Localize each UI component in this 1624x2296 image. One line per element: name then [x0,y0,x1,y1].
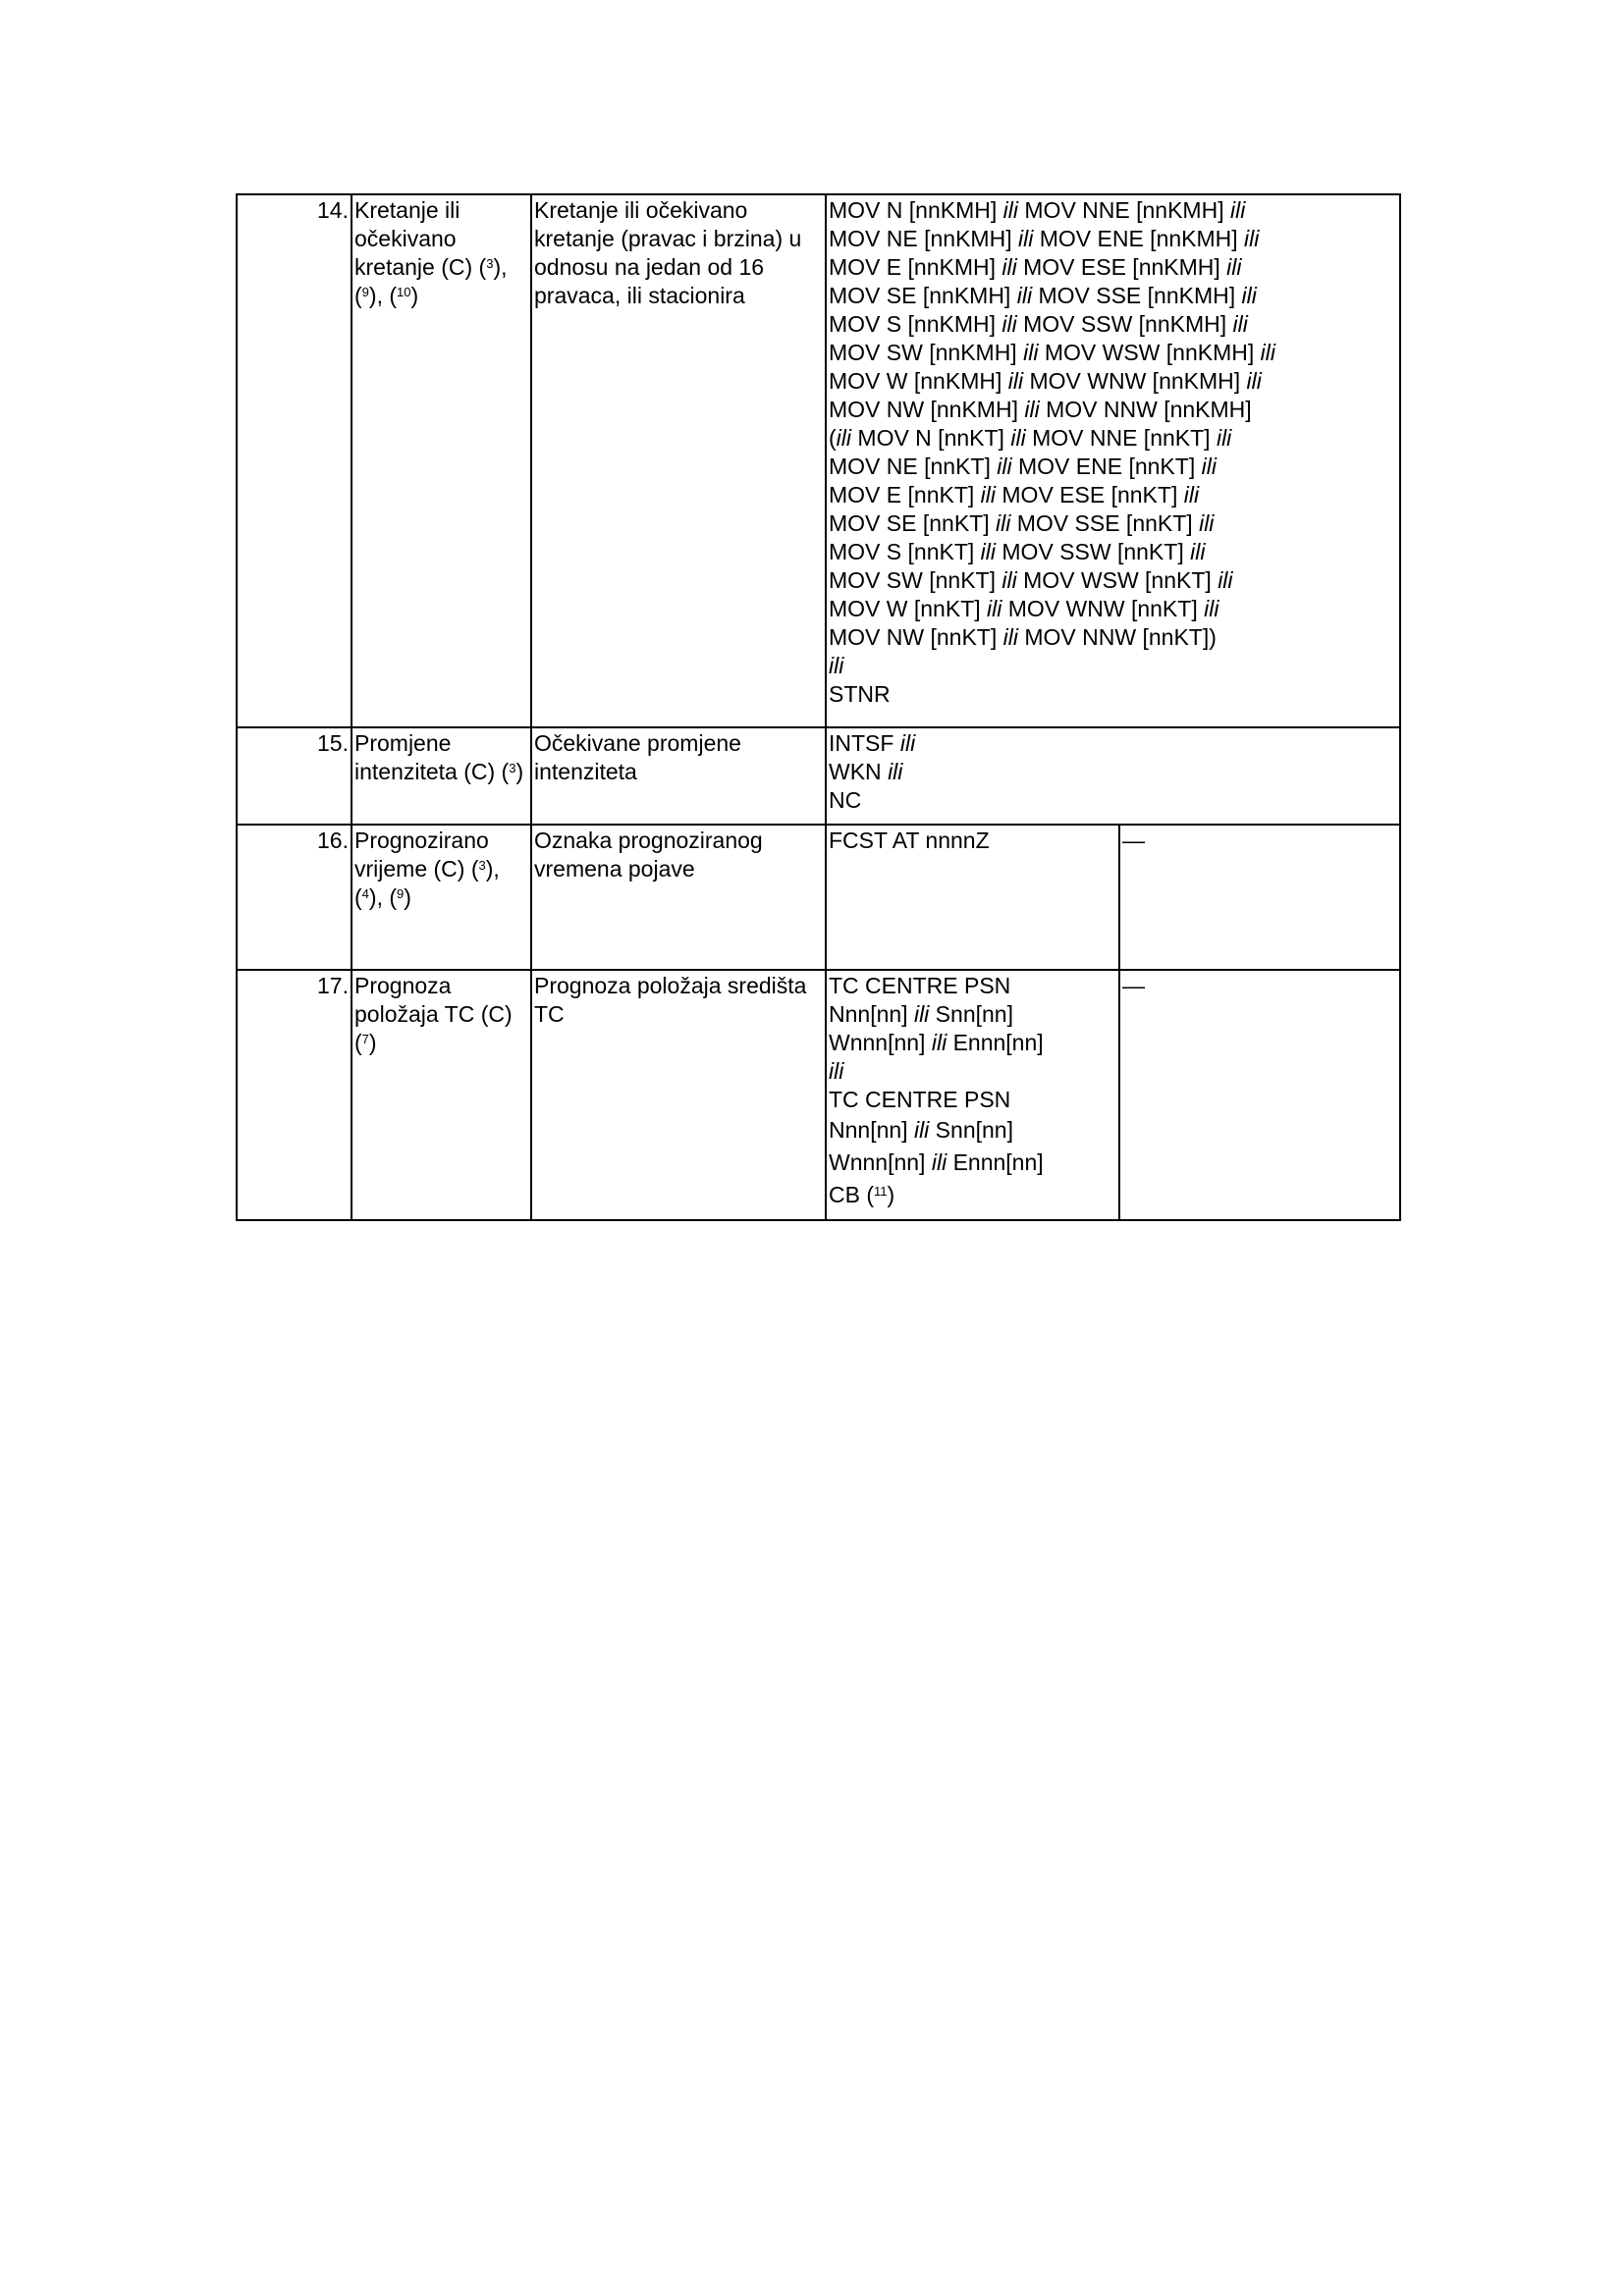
element-cell [352,970,531,1220]
element-text-part: Kretanje ili očekivano kretanje (C) ($^3$), ($^9$), ($^{10}$) [354,197,508,308]
row-number: 15. [237,727,352,825]
template-line: MOV S [nnKMH] ili MOV SSW [nnKMH] ili [829,311,1248,337]
element-text-part: Prognozirano vrijeme (C) ($^3$), ($^4$), ($^9$) [354,828,500,910]
template-line: MOV NW [nnKT] ili MOV NNW [nnKT]) [829,624,1217,650]
table-row-14 [237,194,1400,727]
element-cell [352,825,531,970]
template-line: Nnn[nn] ili Snn[nn] [829,1117,1013,1143]
template-line: TC CENTRE PSN [829,1087,1011,1112]
table-row-16 [237,825,1400,970]
row-number: 14. [237,194,352,727]
template-line: MOV NE [nnKT] ili MOV ENE [nnKT] ili [829,454,1217,479]
template-line: MOV N [nnKMH] ili MOV NNE [nnKMH] ili [829,197,1246,223]
template-line: MOV E [nnKMH] ili MOV ESE [nnKMH] ili [829,254,1242,280]
element-text-part: Promjene intenziteta (C) ($^3$) [354,730,524,784]
template-line: TC CENTRE PSN [829,973,1011,998]
template-line: MOV NW [nnKMH] ili MOV NNW [nnKMH] [829,397,1252,422]
template-line: MOV W [nnKMH] ili MOV WNW [nnKMH] ili [829,368,1262,394]
element-cell [352,194,531,727]
description-cell: Prognoza položaja središta TC [531,970,826,1220]
document-table [236,193,1401,1221]
template-line: INTSF ili [829,730,916,756]
template-line: MOV NE [nnKMH] ili MOV ENE [nnKMH] ili [829,226,1260,251]
template-line: Nnn[nn] ili Snn[nn] [829,1001,1013,1027]
template-line: STNR [829,681,891,707]
element-cell [352,727,531,825]
template-line: MOV S [nnKT] ili MOV SSW [nnKT] ili [829,539,1206,564]
template-cell [826,825,1119,970]
template-line: MOV SE [nnKT] ili MOV SSE [nnKT] ili [829,510,1215,536]
template-line: NC [829,787,862,813]
template-cell [826,194,1400,727]
element-text-part: Prognoza položaja TC (C) ($^7$) [354,973,513,1055]
template-line: MOV E [nnKT] ili MOV ESE [nnKT] ili [829,482,1200,507]
template-line: ili [829,653,844,678]
template-line: MOV W [nnKT] ili MOV WNW [nnKT] ili [829,596,1219,621]
description-cell: Očekivane promjene intenziteta [531,727,826,825]
table-row-15 [237,727,1400,825]
template-line: Wnnn[nn] ili Ennn[nn] [829,1149,1044,1175]
template-line: WKN ili [829,759,903,784]
template-line: MOV SW [nnKMH] ili MOV WSW [nnKMH] ili [829,340,1275,365]
template-line: ili [829,1058,844,1084]
description-cell: Oznaka prognoziranog vremena pojave [531,825,826,970]
example-cell: — [1119,825,1400,970]
table-row-17 [237,970,1400,1220]
template-line: CB ($^{11}$) [829,1182,895,1207]
row-number: 16. [237,825,352,970]
template-line: (ili MOV N [nnKT] ili MOV NNE [nnKT] ili [829,425,1232,451]
template-line: MOV SE [nnKMH] ili MOV SSE [nnKMH] ili [829,283,1257,308]
row-number: 17. [237,970,352,1220]
description-cell: Kretanje ili očekivano kretanje (pravac i brzina) u odnosu na jedan od 16 pravaca, ili stacionira [531,194,826,727]
template-line: MOV SW [nnKT] ili MOV WSW [nnKT] ili [829,567,1233,593]
template-cell [826,970,1119,1220]
example-cell: — [1119,970,1400,1220]
template-line: FCST AT nnnnZ [829,828,990,853]
template-line: Wnnn[nn] ili Ennn[nn] [829,1030,1044,1055]
template-cell [826,727,1400,825]
